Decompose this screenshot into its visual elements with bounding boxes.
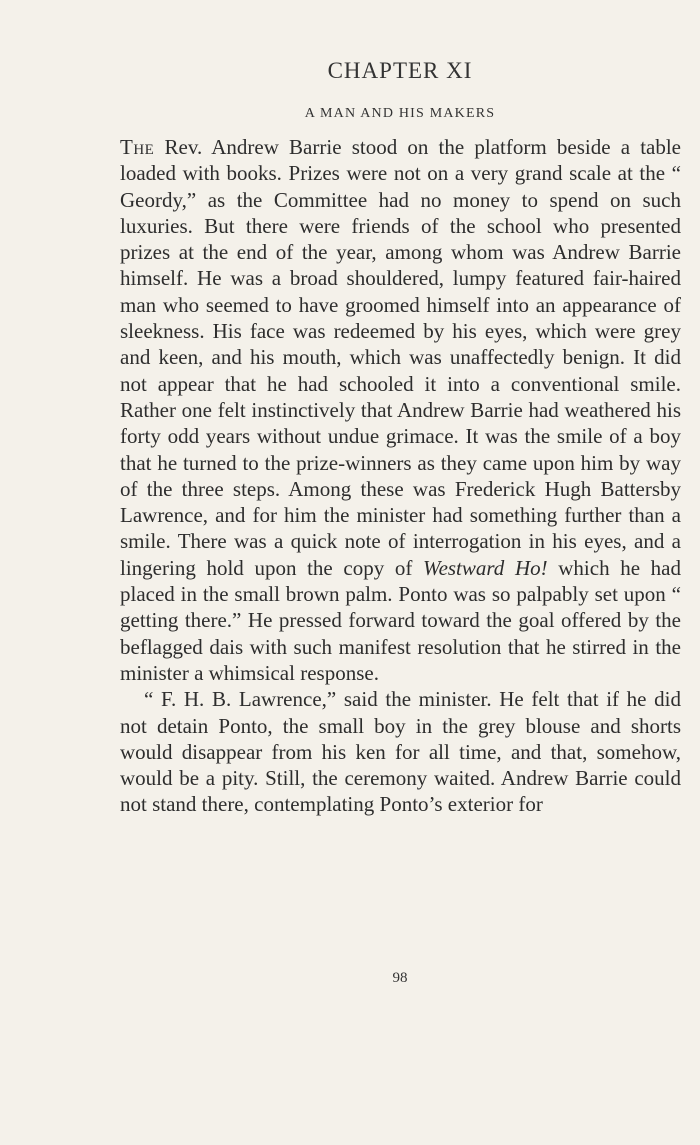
chapter-subtitle: A MAN AND HIS MAKERS <box>304 106 496 121</box>
paragraph-lead-word: The <box>120 135 155 159</box>
chapter-title: CHAPTER XI <box>327 58 473 83</box>
paragraph-1-text-before: Rev. Andrew Barrie stood on the platform beside a table loaded with books. Prizes were not on a very grand scale at the “ Geordy,” as the Committee had no money to spend on such luxuries. But there were friends of the school who presented prizes at the end of the year, among whom was Andrew Barrie himself. He was a broad shouldered, lumpy featured fair-haired man who seemed to have groomed himself into an appearance of sleekness. His face was redeemed by his eyes, which were grey and keen, and his mouth, which was unaffectedly benign. It did not appear that he had schooled it into a conventional smile. Rather one felt instinctively that Andrew Barrie had weathered his forty odd years without undue grimace. It was the smile of a boy that he turned to the prize-winners as they came upon him by way of the three steps. Among these was Frederick Hugh Battersby Lawrence, and for him the minister had something further than a smile. There was a quick note of interrogation in his eyes, and a lingering hold upon the copy of <box>120 135 681 580</box>
paragraph-1-text-after: which he had placed in the small brown palm. Ponto was so palpably set upon “ getting there.” He pressed forward toward the goal offered by the beflagged dais with such manifest resolution that he stirred in the minister a whimsical response. <box>120 555 682 685</box>
page-number: 98 <box>392 970 408 986</box>
chapter-body <box>120 134 681 818</box>
paragraph-1 <box>120 134 681 686</box>
book-title: Westward Ho! <box>423 555 548 580</box>
paragraph-2: “ F. H. B. Lawrence,” said the minister. He felt that if he did not detain Ponto, the small boy in the grey blouse and shorts would disappear from his ken for all time, and that, somehow, would be a pity. Still, the ceremony waited. Andrew Barrie could not stand there, contemplating Ponto’s exterior for <box>120 687 681 817</box>
